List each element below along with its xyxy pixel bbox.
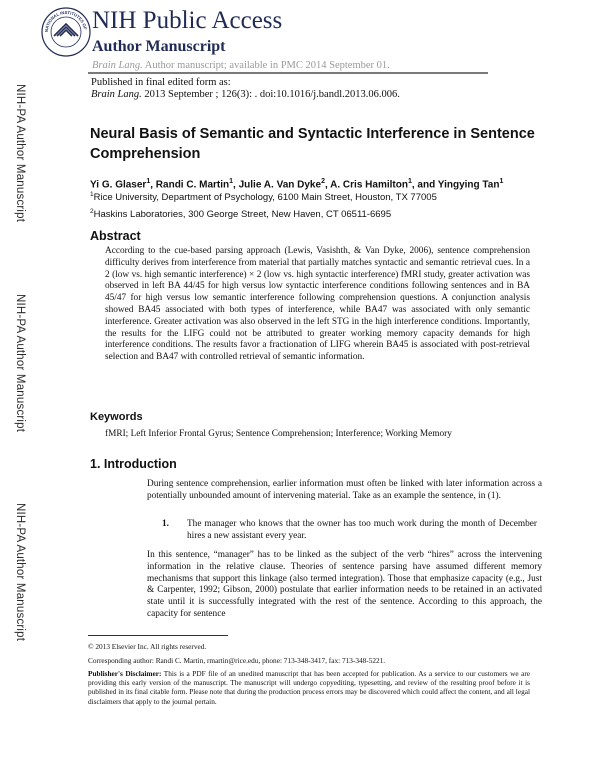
author-affiliation-mark: 1 (499, 178, 504, 185)
side-label-top: NIH-PA Author Manuscript (14, 84, 26, 223)
author-name: Yi G. Glaser (90, 179, 147, 191)
author-list: Yi G. Glaser$^1$, Randi C. Martin$^1$, Julie A. Van Dyke$^2$, A. Cris Hamilton$^1$, and Yingying Tan$^1$ (90, 178, 504, 191)
author-name: Julie A. Van Dyke (238, 179, 322, 191)
paper-title: Neural Basis of Semantic and Syntactic Interference in Sentence Comprehension (90, 126, 535, 162)
logo-text: NATIONAL INSTITUTES OF (43, 9, 88, 33)
author-affiliation-mark: 1 (146, 178, 151, 185)
author-name: A. Cris Hamilton (330, 179, 408, 191)
affiliation-mark: 2 (90, 208, 94, 215)
citation-details: 2013 September ; 126(3): . doi:10.1016/j.bandl.2013.06.006. (141, 89, 400, 100)
author-manuscript-label: Author Manuscript (92, 38, 226, 55)
author-name: Randi C. Martin (155, 179, 230, 191)
nih-logo (40, 6, 92, 58)
nih-public-access-title: NIH Public Access (92, 7, 283, 34)
copyright-note: © 2013 Elsevier Inc. All rights reserved. (88, 642, 207, 651)
affiliation-text: Haskins Laboratories, 300 George Street, New Haven, CT 06511-6695 (93, 209, 392, 221)
published-label: Published in final edited form as: (91, 77, 231, 88)
disclaimer-text: This is a PDF file of an unedited manuscript that has been accepted for publication. As a service to our customers we are providing this early version of the manuscript. The manuscript will undergo copyediting, typesetting, and review of the resulting proof before it is published in its final citable form. Please note that during the production process errors may be discovered which could affect the content, and all legal disclaimers that apply to the journal pertain. (88, 669, 530, 706)
header-rule (88, 72, 488, 74)
intro-paragraph-1: During sentence comprehension, earlier information must often be linked with later information across a potentially unbounded amount of intervening material. Take as an example the sentence, in (1). (147, 479, 542, 501)
keywords-text: fMRI; Left Inferior Frontal Gyrus; Sentence Comprehension; Interference; Working Memory (105, 429, 452, 439)
affiliation-text: Rice University, Department of Psychology, 6100 Main Street, Houston, TX 77005 (93, 192, 437, 204)
author-name: Yingying Tan (437, 179, 500, 191)
footnote-rule (88, 635, 228, 636)
citation-line (91, 88, 400, 101)
side-label-middle: NIH-PA Author Manuscript (14, 294, 26, 433)
intro-paragraph-2: In this sentence, “manager” has to be linked as the subject of the verb “hires” across the intervening information in the relative clause. Theories of sentence parsing have assumed different memory mechanisms that support this linkage (also termed integration). Those that emphasize capacity (e.g., Just & Carpenter, 1992; Gibson, 2000) postulate that earlier information needs to be retained in an activated state until it is successfully integrated with the rest of the sentence. According to this approach, the capacity for sentence (147, 550, 542, 619)
side-label-bottom: NIH-PA Author Manuscript (14, 503, 26, 642)
affiliation-1 (90, 189, 437, 204)
author-affiliation-mark: 1 (407, 178, 412, 185)
publisher-disclaimer (88, 669, 530, 706)
citation-journal: Brain Lang. (91, 89, 142, 100)
availability-text: Author manuscript; available in PMC 2014 September 01. (142, 60, 390, 71)
availability-line (92, 59, 390, 72)
corresponding-author-note: Corresponding author: Randi C. Martin, rmartin@rice.edu, phone: 713-348-3417, fax: 713-348-5221. (88, 656, 386, 665)
abstract-heading: Abstract (90, 229, 141, 243)
disclaimer-label: Publisher's Disclaimer: (88, 669, 162, 678)
abstract-text: According to the cue-based parsing approach (Lewis, Vasishth, & Van Dyke, 2006), sentence comprehension difficulty derives from interference from material that partially matches syntactic and semantic retrieval cues. In a 2 (low vs. high semantic interference) × 2 (low vs. high syntactic interference) fMRI study, greater activation was observed in left BA 44/45 for high versus low syntactic interference conditions following sentences and in BA 45/47 for high versus low semantic interference following comprehension questions. A conjunction analysis showed BA45 associated with both types of interference, while BA47 was associated with only semantic interference. Greater activation was also observed in the left STG in the high interference conditions. Importantly, the results for the LIFG could not be attributed to greater working memory capacity demands for high interference conditions. The results favor a fractionation of LIFG wherein BA45 is associated with post-retrieval selection and BA47 with controlled retrieval of semantic information. (105, 246, 530, 363)
affiliation-2 (90, 206, 391, 221)
introduction-heading: 1. Introduction (90, 457, 177, 471)
availability-journal: Brain Lang. (92, 60, 143, 71)
affiliation-mark: 1 (90, 191, 94, 198)
example-number: 1. (162, 519, 169, 529)
keywords-heading: Keywords (90, 411, 143, 423)
example-sentence: The manager who knows that the owner has too much work during the month of December hires a new assistant every year. (187, 519, 537, 541)
author-affiliation-mark: 1 (229, 178, 234, 185)
author-affiliation-mark: 2 (321, 178, 325, 185)
